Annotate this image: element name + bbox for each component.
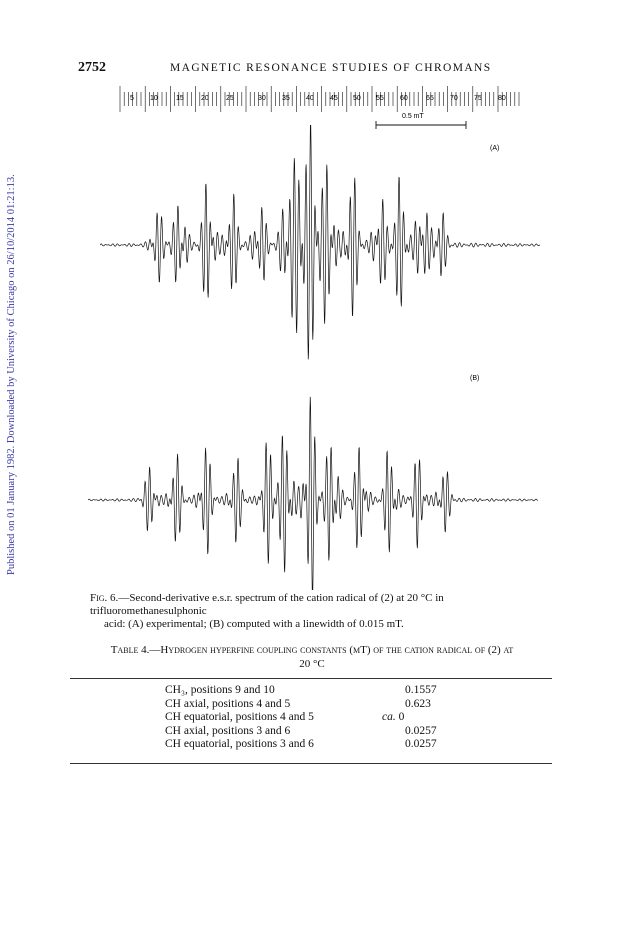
scale-label: 50 (353, 95, 361, 102)
scale-label: 15 (176, 95, 184, 102)
spectrum-b (88, 355, 538, 590)
table-row-label: CH axial, positions 3 and 6 (165, 724, 291, 737)
figure-caption-text-line2: acid: (A) experimental; (B) computed with a linewidth of 0.015 mT. (104, 618, 404, 630)
spectrum-a-trace (100, 125, 540, 359)
table-title-text: —Hydrogen hyperfine coupling constants (mT) of the cation radical of (2) at (149, 644, 514, 656)
table-row-label: CH equatorial, positions 3 and 6 (165, 738, 314, 750)
table-row-label: CH axial, positions 4 and 5 (165, 697, 291, 710)
table-row-value: 0.623 (405, 697, 431, 710)
table-row (70, 698, 552, 712)
table-row-label: CH₃, positions 9 and 10 (165, 684, 275, 696)
table-title (72, 643, 552, 671)
scale-label: 65 (426, 95, 434, 102)
scale-label: 25 (226, 95, 234, 102)
table-top-rule (70, 678, 552, 679)
table-bottom-rule (70, 763, 552, 764)
scale-labels (130, 95, 506, 102)
scale-label: 35 (282, 95, 290, 102)
figure-caption (90, 592, 552, 631)
spectrum-a (100, 125, 540, 370)
scale-label: 20 (201, 95, 209, 102)
table-row (70, 711, 552, 725)
scale-label: 40 (306, 95, 314, 102)
provenance-text: Published on 01 January 1982. Downloaded by University of Chicago on 26/10/2014 01:21:13. (6, 174, 17, 575)
scale-label: 75 (474, 95, 482, 102)
table-row (70, 725, 552, 739)
scale-label: 55 (376, 95, 384, 102)
scale-label: 10 (150, 95, 158, 102)
provenance-watermark (6, 155, 20, 575)
table-row-label: CH equatorial, positions 4 and 5 (165, 711, 314, 723)
figure-caption-text: —Second-derivative e.s.r. spectrum of the cation radical of (2) at 20 °C in trifluoromethanesulphonic (90, 592, 444, 617)
table-row-value: 0.1557 (405, 684, 437, 696)
scale-label: 60 (400, 95, 408, 102)
table-row (70, 684, 552, 698)
spectrum-b-label: (B) (470, 375, 480, 382)
scale-label: 70 (450, 95, 458, 102)
table-row-value (382, 711, 404, 723)
coupling-table (70, 684, 552, 752)
running-head: MAGNETIC RESONANCE STUDIES OF CHROMANS (170, 62, 492, 74)
spectrum-b-trace (88, 397, 538, 590)
table-row-value: 0.0257 (405, 738, 437, 750)
table-title-label: Table 4. (110, 644, 150, 656)
scale-bar-label: 0.5 mT (402, 113, 424, 120)
table-row-value-number: 0 (398, 711, 405, 723)
page-number: 2752 (78, 60, 106, 75)
table-title-line2: 20 °C (299, 658, 325, 670)
scale-label: 30 (258, 95, 266, 102)
table-row-value-prefix: ca. (382, 711, 396, 723)
scale-label: 5 (130, 95, 134, 102)
table-row-value: 0.0257 (405, 724, 437, 737)
scale-label: 45 (330, 95, 338, 102)
scale-label: 80 (498, 95, 506, 102)
figure-caption-label: Fig. 6. (90, 592, 119, 604)
spectrum-a-label: (A) (490, 145, 500, 152)
table-row (70, 738, 552, 752)
